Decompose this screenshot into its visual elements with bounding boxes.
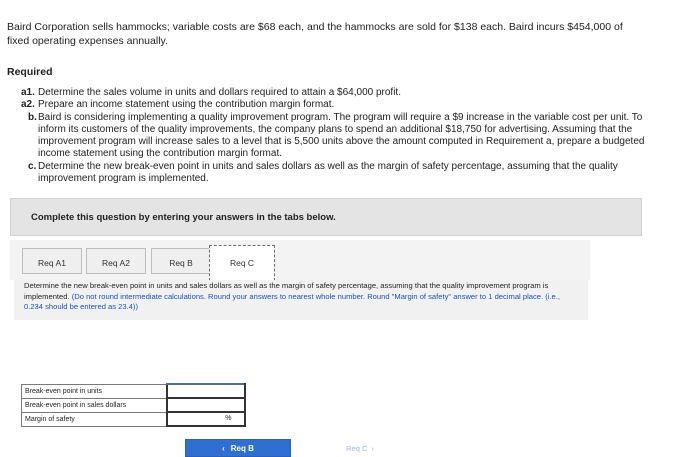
requirement-a1 [21, 87, 651, 99]
break-even-units-cell [167, 384, 245, 398]
requirement-tag: a1. [21, 87, 35, 98]
instructions-note: (Do not round intermediate calculations. Round your answers to nearest whole number. Round "Margin of safety" answer to 1 decimal place. (i.e., 0.234 should be entered as 23.4)) [24, 291, 560, 311]
table-row [22, 412, 245, 426]
percent-suffix: % [225, 415, 232, 422]
complete-question-bar [10, 198, 642, 236]
requirement-b [28, 112, 651, 161]
instructions-main: Determine the new break-even point in units and sales dollars as well as the margin of safety percentage, assuming that the quality improvement program is implemented. [24, 281, 549, 301]
tab-req-b[interactable] [151, 248, 211, 274]
required-heading: Required [7, 66, 53, 78]
row-label: Margin of safety [22, 412, 167, 426]
requirement-text: Baird is considering implementing a quality improvement program. The program will require a $9 increase in the variable cost per unit. To inform its customers of the quality improvements, the company plans to spend an additional $18,750 for advertising. Assuming that the improvement program will increase sales to a level that is 5,500 units above the amount computed in Requirement a, prepare a budgeted income statement using the contribution margin format. [38, 111, 645, 160]
tab-label: Req A1 [38, 258, 66, 268]
table-row [22, 384, 245, 398]
tab-req-a1[interactable] [22, 248, 82, 274]
tab-req-c[interactable] [209, 245, 275, 281]
next-button-label: Req C [346, 443, 368, 453]
requirement-text: Prepare an income statement using the contribution margin format. [38, 99, 335, 111]
margin-of-safety-cell [167, 412, 245, 426]
chevron-right-icon: › [371, 443, 374, 453]
tab-label: Req C [229, 258, 255, 268]
requirement-text: Determine the sales volume in units and dollars required to attain a $64,000 profit. [38, 87, 401, 98]
requirement-c [28, 161, 651, 186]
break-even-dollars-input[interactable] [168, 399, 244, 411]
margin-of-safety-input[interactable] [168, 413, 244, 425]
tab-strip [10, 240, 590, 280]
break-even-units-input[interactable] [168, 385, 244, 397]
requirement-tag: a2. [21, 99, 35, 111]
next-tab-button[interactable] [325, 439, 395, 457]
break-even-dollars-cell [167, 398, 245, 412]
tab-label: Req A2 [102, 258, 130, 268]
requirement-tag: c. [28, 160, 37, 172]
row-label: Break-even point in sales dollars [22, 398, 167, 412]
instructions-box [14, 280, 588, 320]
requirement-a2 [21, 99, 651, 111]
tab-label: Req B [169, 258, 193, 268]
prev-tab-button[interactable] [185, 439, 291, 457]
requirement-tag: b. [28, 111, 37, 123]
tab-panel [10, 240, 590, 453]
tab-req-a2[interactable] [86, 248, 146, 274]
row-label: Break-even point in units [22, 384, 167, 398]
problem-intro: Baird Corporation sells hammocks; variable costs are $68 each, and the hammocks are sold for $138 each. Baird incurs $454,000 of fixed operating expenses annually. [7, 21, 623, 47]
tab-content [10, 280, 590, 453]
complete-question-text: Complete this question by entering your answers in the tabs below. [31, 212, 336, 223]
requirements-list [21, 87, 651, 185]
table-row [22, 398, 245, 412]
prev-button-label: Req B [230, 443, 254, 453]
requirement-text: Determine the new break-even point in units and sales dollars as well as the margin of safety percentage, assuming that the quality improvement program is implemented. [38, 160, 618, 185]
chevron-left-icon: ‹ [222, 443, 225, 453]
answer-table [21, 383, 246, 427]
